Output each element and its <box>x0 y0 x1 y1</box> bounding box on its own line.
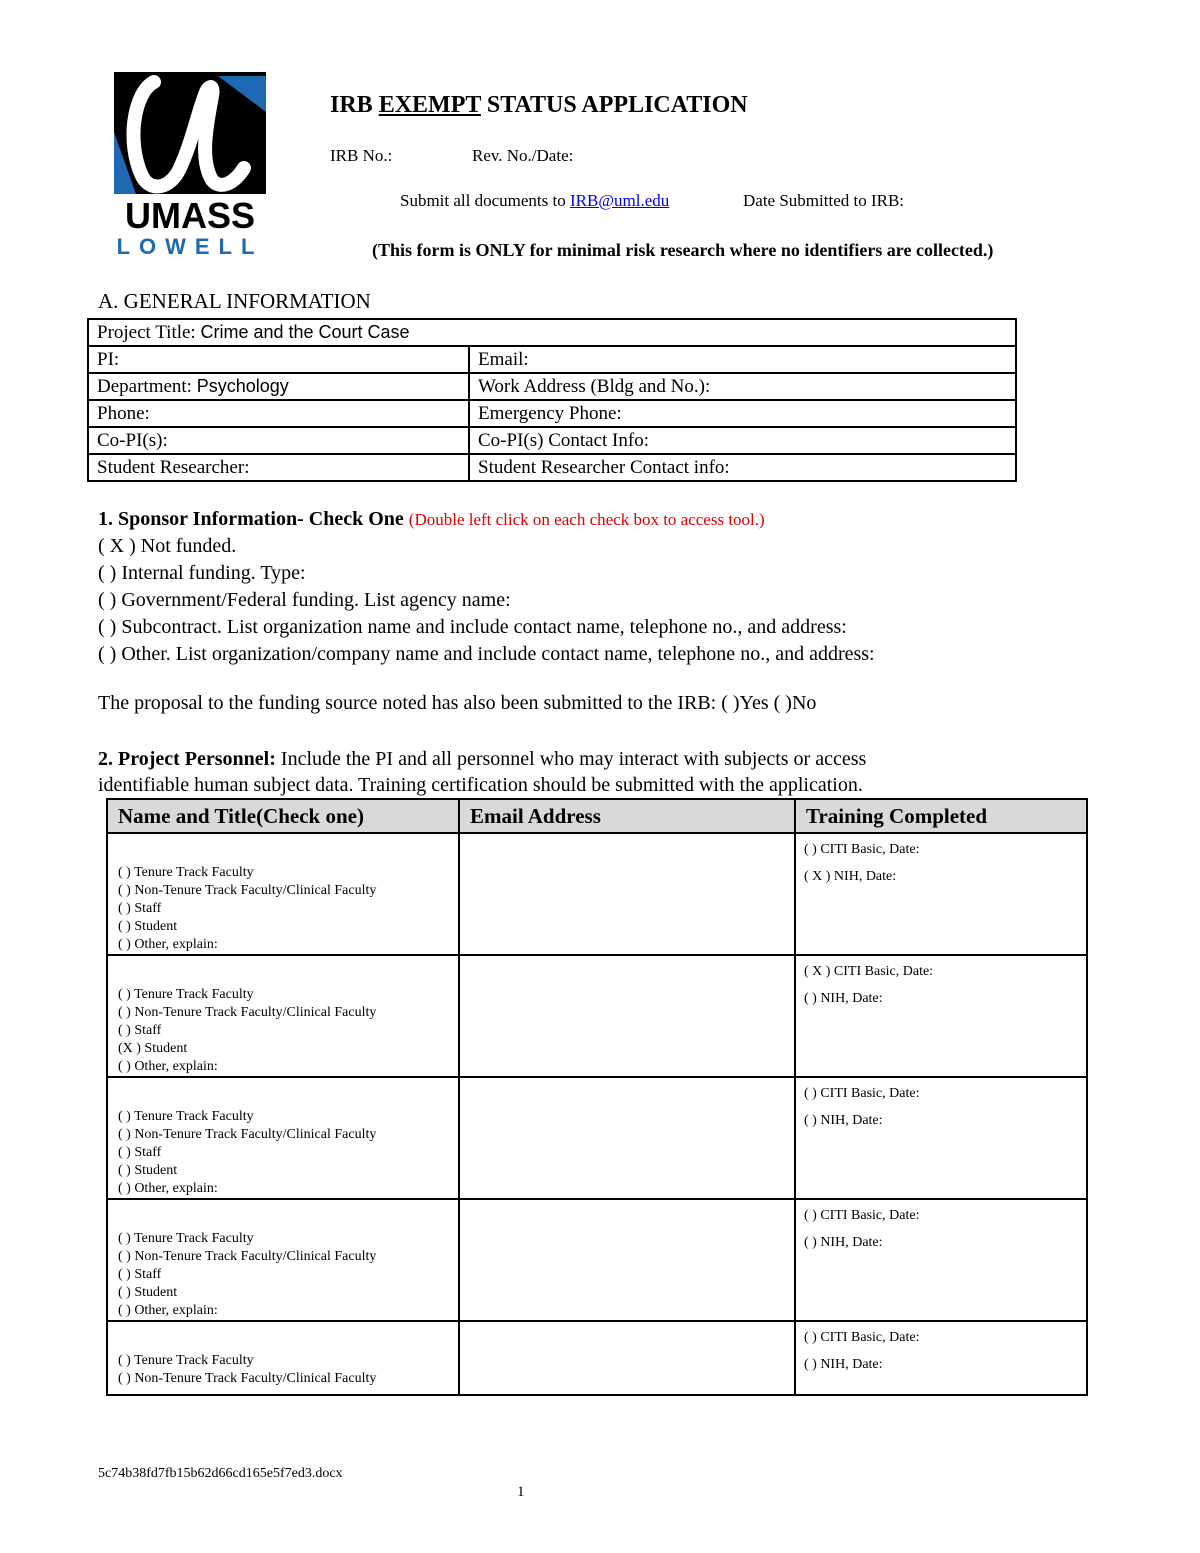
sponsor-option-not-funded[interactable]: ( X ) Not funded. <box>98 535 237 557</box>
role-option[interactable]: ( ) Non-Tenure Track Faculty/Clinical Faculty <box>118 1127 377 1142</box>
personnel-table <box>106 798 1088 1396</box>
irb-no-label: IRB No.: <box>330 146 393 165</box>
student-researcher-field[interactable]: Student Researcher: <box>88 454 469 481</box>
role-option[interactable]: ( ) Non-Tenure Track Faculty/Clinical Faculty <box>118 1005 377 1020</box>
col-name-title: Name and Title(Check one) <box>107 799 459 833</box>
co-pi-field[interactable]: Co-PI(s): <box>88 427 469 454</box>
training-option[interactable]: ( ) NIH, Date: <box>804 1357 883 1372</box>
training-option[interactable]: ( ) NIH, Date: <box>804 991 883 1006</box>
logo-umass-text: UMASS <box>124 195 256 236</box>
sponsor-option-subcontract[interactable]: ( ) Subcontract. List organization name and include contact name, telephone no., and address: <box>98 616 847 638</box>
role-option[interactable]: ( ) Tenure Track Faculty <box>118 1109 254 1124</box>
role-option[interactable]: ( ) Tenure Track Faculty <box>118 1231 254 1246</box>
student-researcher-contact-field[interactable]: Student Researcher Contact info: <box>469 454 1016 481</box>
email-field[interactable]: Email: <box>469 346 1016 373</box>
training-cell <box>795 1321 1087 1395</box>
personnel-row <box>107 1077 1087 1199</box>
training-cell <box>795 1077 1087 1199</box>
training-option[interactable]: ( ) CITI Basic, Date: <box>804 1086 920 1101</box>
sponsor-option-other[interactable]: ( ) Other. List organization/company name and include contact name, telephone no., and address: <box>98 643 875 665</box>
personnel-row <box>107 1321 1087 1395</box>
role-option[interactable]: (X ) Student <box>118 1041 188 1056</box>
proposal-submitted-question[interactable]: The proposal to the funding source noted has also been submitted to the IRB: ( )Yes ( )No <box>98 692 817 714</box>
phone-row <box>88 400 1016 427</box>
role-option[interactable]: ( ) Student <box>118 1163 178 1178</box>
roles-cell <box>107 1077 459 1199</box>
training-option[interactable]: ( ) NIH, Date: <box>804 1235 883 1250</box>
role-option[interactable]: ( ) Other, explain: <box>118 1303 218 1318</box>
training-option[interactable]: ( ) NIH, Date: <box>804 1113 883 1128</box>
personnel-section-intro: 2. Project Personnel: Include the PI and all personnel who may interact with subjects or access identifiable human subject data. Training certification should be submitted with the application. <box>98 748 867 796</box>
irb-email-link[interactable]: IRB@uml.edu <box>570 191 670 210</box>
col-training: Training Completed <box>795 799 1087 833</box>
role-option[interactable]: ( ) Other, explain: <box>118 1059 218 1074</box>
training-option[interactable]: ( ) CITI Basic, Date: <box>804 842 920 857</box>
umass-lowell-logo <box>114 72 266 260</box>
role-option[interactable]: ( ) Student <box>118 1285 178 1300</box>
pi-row <box>88 346 1016 373</box>
department-row <box>88 373 1016 400</box>
personnel-row <box>107 1199 1087 1321</box>
general-info-table <box>87 318 1017 482</box>
training-cell <box>795 1199 1087 1321</box>
training-cell <box>795 833 1087 955</box>
role-option[interactable]: ( ) Staff <box>118 901 162 916</box>
phone-field[interactable]: Phone: <box>88 400 469 427</box>
col-email: Email Address <box>459 799 795 833</box>
project-title-value: Crime and the Court Case <box>200 322 410 342</box>
role-option[interactable]: ( ) Tenure Track Faculty <box>118 1353 254 1368</box>
co-pi-contact-field[interactable]: Co-PI(s) Contact Info: <box>469 427 1016 454</box>
co-pi-row <box>88 427 1016 454</box>
training-option[interactable]: ( X ) NIH, Date: <box>804 869 897 884</box>
submit-instruction: Submit all documents to IRB@uml.edu <box>400 191 670 210</box>
pi-field[interactable]: PI: <box>88 346 469 373</box>
personnel-header-row <box>107 799 1087 833</box>
roles-cell <box>107 1199 459 1321</box>
role-option[interactable]: ( ) Non-Tenure Track Faculty/Clinical Faculty <box>118 1249 377 1264</box>
personnel-heading: 2. Project Personnel: <box>98 748 276 770</box>
emergency-phone-field[interactable]: Emergency Phone: <box>469 400 1016 427</box>
email-cell[interactable] <box>459 1199 795 1321</box>
form-title: IRB EXEMPT STATUS APPLICATION <box>330 92 748 118</box>
sponsor-heading: 1. Sponsor Information- Check One (Double left click on each check box to access tool.) <box>98 508 765 530</box>
role-option[interactable]: ( ) Staff <box>118 1145 162 1160</box>
role-option[interactable]: ( ) Non-Tenure Track Faculty/Clinical Faculty <box>118 1371 377 1386</box>
rev-no-label: Rev. No./Date: <box>472 146 574 165</box>
role-option[interactable]: ( ) Tenure Track Faculty <box>118 865 254 880</box>
role-option[interactable]: ( ) Staff <box>118 1023 162 1038</box>
sponsor-option-government[interactable]: ( ) Government/Federal funding. List agency name: <box>98 589 511 611</box>
work-address-field[interactable]: Work Address (Bldg and No.): <box>469 373 1016 400</box>
role-option[interactable]: ( ) Student <box>118 919 178 934</box>
student-researcher-row <box>88 454 1016 481</box>
logo-lowell-text: LOWELL <box>116 234 264 259</box>
role-option[interactable]: ( ) Staff <box>118 1267 162 1282</box>
personnel-row <box>107 955 1087 1077</box>
training-option[interactable]: ( ) CITI Basic, Date: <box>804 1330 920 1345</box>
project-title-field[interactable]: Project Title: Crime and the Court Case <box>88 319 1016 346</box>
training-option[interactable]: ( ) CITI Basic, Date: <box>804 1208 920 1223</box>
roles-cell <box>107 955 459 1077</box>
document-id: 5c74b38fd7fb15b62d66cd165e5f7ed3.docx <box>98 1466 343 1481</box>
training-cell <box>795 955 1087 1077</box>
minimal-risk-note: (This form is ONLY for minimal risk research where no identifiers are collected.) <box>372 240 994 260</box>
project-title-row <box>88 319 1016 346</box>
department-field[interactable]: Department: Psychology <box>88 373 469 400</box>
training-option[interactable]: ( X ) CITI Basic, Date: <box>804 964 934 979</box>
email-cell[interactable] <box>459 955 795 1077</box>
sponsor-instruction: (Double left click on each check box to access tool.) <box>408 510 765 529</box>
email-cell[interactable] <box>459 1321 795 1395</box>
role-option[interactable]: ( ) Tenure Track Faculty <box>118 987 254 1002</box>
role-option[interactable]: ( ) Other, explain: <box>118 937 218 952</box>
email-cell[interactable] <box>459 1077 795 1199</box>
role-option[interactable]: ( ) Other, explain: <box>118 1181 218 1196</box>
department-value: Psychology <box>196 376 289 396</box>
section-a-heading: A. GENERAL INFORMATION <box>98 289 371 313</box>
page-number: 1 <box>517 1484 525 1500</box>
sponsor-option-internal[interactable]: ( ) Internal funding. Type: <box>98 562 306 584</box>
roles-cell <box>107 1321 459 1395</box>
email-cell[interactable] <box>459 833 795 955</box>
role-option[interactable]: ( ) Non-Tenure Track Faculty/Clinical Faculty <box>118 883 377 898</box>
date-submitted-label: Date Submitted to IRB: <box>743 191 905 210</box>
roles-cell <box>107 833 459 955</box>
sponsor-section <box>98 506 875 668</box>
personnel-row <box>107 833 1087 955</box>
